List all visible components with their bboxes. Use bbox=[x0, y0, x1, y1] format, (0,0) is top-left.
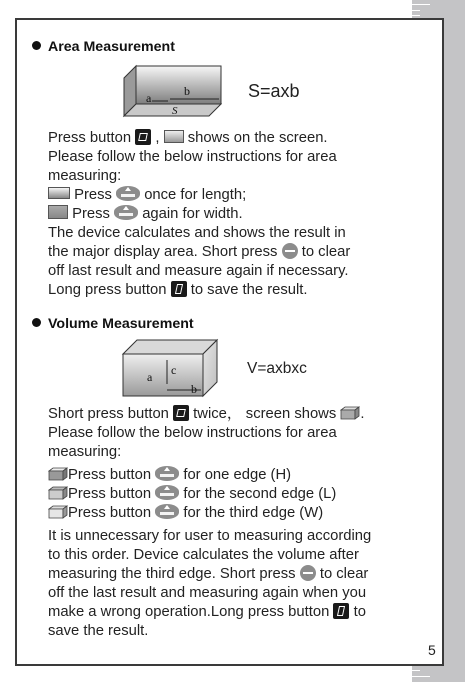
volume-function-button-icon bbox=[173, 405, 189, 421]
volume-label-a: a bbox=[147, 370, 153, 384]
volume-label-b: b bbox=[191, 382, 197, 396]
volume-line-3: measuring: bbox=[48, 444, 122, 460]
volume-line-2: Please follow the below instructions for area bbox=[48, 425, 337, 441]
ruler-tick bbox=[412, 670, 420, 671]
width-indicator-icon bbox=[48, 205, 68, 219]
bullet-icon bbox=[32, 318, 41, 327]
volume-line-1: Short press button twice， screen shows . bbox=[48, 406, 365, 422]
read-button-icon bbox=[155, 504, 179, 519]
volume-line-8: to this order. Device calculates the volume after bbox=[48, 547, 359, 563]
area-line-9: Long press button to save the result. bbox=[48, 282, 308, 298]
volume-display-icon bbox=[340, 406, 360, 420]
area-line-7: the major display area. Short press to clear bbox=[48, 244, 351, 260]
height-edge-icon bbox=[48, 467, 68, 481]
volume-line-10: off the last result and measuring again when you bbox=[48, 585, 367, 601]
area-line-4: Press once for length; bbox=[48, 186, 246, 205]
area-line-6: The device calculates and shows the result in bbox=[48, 225, 346, 241]
volume-label-c: c bbox=[171, 363, 177, 377]
length-edge-icon bbox=[48, 486, 68, 500]
area-function-button-icon bbox=[135, 129, 151, 145]
area-heading: Area Measurement bbox=[32, 39, 175, 55]
length-indicator-icon bbox=[48, 187, 70, 199]
page-number: 5 bbox=[428, 642, 436, 658]
volume-line-7: It is unnecessary for user to measuring according bbox=[48, 528, 372, 544]
area-line-3: measuring: bbox=[48, 168, 122, 184]
area-line-5: Press again for width. bbox=[48, 205, 243, 224]
volume-formula: V=axbxc bbox=[247, 360, 307, 377]
ruler-tick bbox=[412, 10, 420, 11]
save-button-icon bbox=[171, 281, 187, 297]
read-button-icon bbox=[155, 485, 179, 500]
volume-line-6: Press button for the third edge (W) bbox=[48, 504, 323, 523]
volume-line-12: save the result. bbox=[48, 623, 149, 639]
read-button-icon bbox=[116, 186, 140, 201]
area-label-a: a bbox=[146, 91, 152, 105]
area-line-1: Press button , shows on the screen. bbox=[48, 130, 328, 146]
ruler-tick bbox=[412, 4, 430, 5]
volume-diagram bbox=[121, 338, 219, 398]
ruler-tick bbox=[412, 15, 420, 16]
volume-line-11: make a wrong operation.Long press button to bbox=[48, 604, 366, 620]
volume-line-4: Press button for one edge (H) bbox=[48, 466, 291, 485]
area-line-8: off last result and measure again if necessary. bbox=[48, 263, 349, 279]
area-formula: S=axb bbox=[248, 81, 300, 101]
area-diagram bbox=[122, 64, 222, 120]
area-label-s: S bbox=[172, 105, 178, 117]
read-button-icon bbox=[114, 205, 138, 220]
volume-line-9: measuring the third edge. Short press to clear bbox=[48, 566, 369, 582]
save-button-icon bbox=[333, 603, 349, 619]
volume-heading: Volume Measurement bbox=[32, 316, 194, 332]
bullet-icon bbox=[32, 41, 41, 50]
width-edge-icon bbox=[48, 505, 68, 519]
volume-line-5: Press button for the second edge (L) bbox=[48, 485, 336, 504]
clear-button-icon bbox=[282, 243, 298, 259]
ruler-tick bbox=[412, 676, 430, 677]
clear-button-icon bbox=[300, 565, 316, 581]
area-display-icon bbox=[164, 130, 184, 143]
area-label-b: b bbox=[184, 84, 190, 98]
area-line-2: Please follow the below instructions for area bbox=[48, 149, 337, 165]
read-button-icon bbox=[155, 466, 179, 481]
